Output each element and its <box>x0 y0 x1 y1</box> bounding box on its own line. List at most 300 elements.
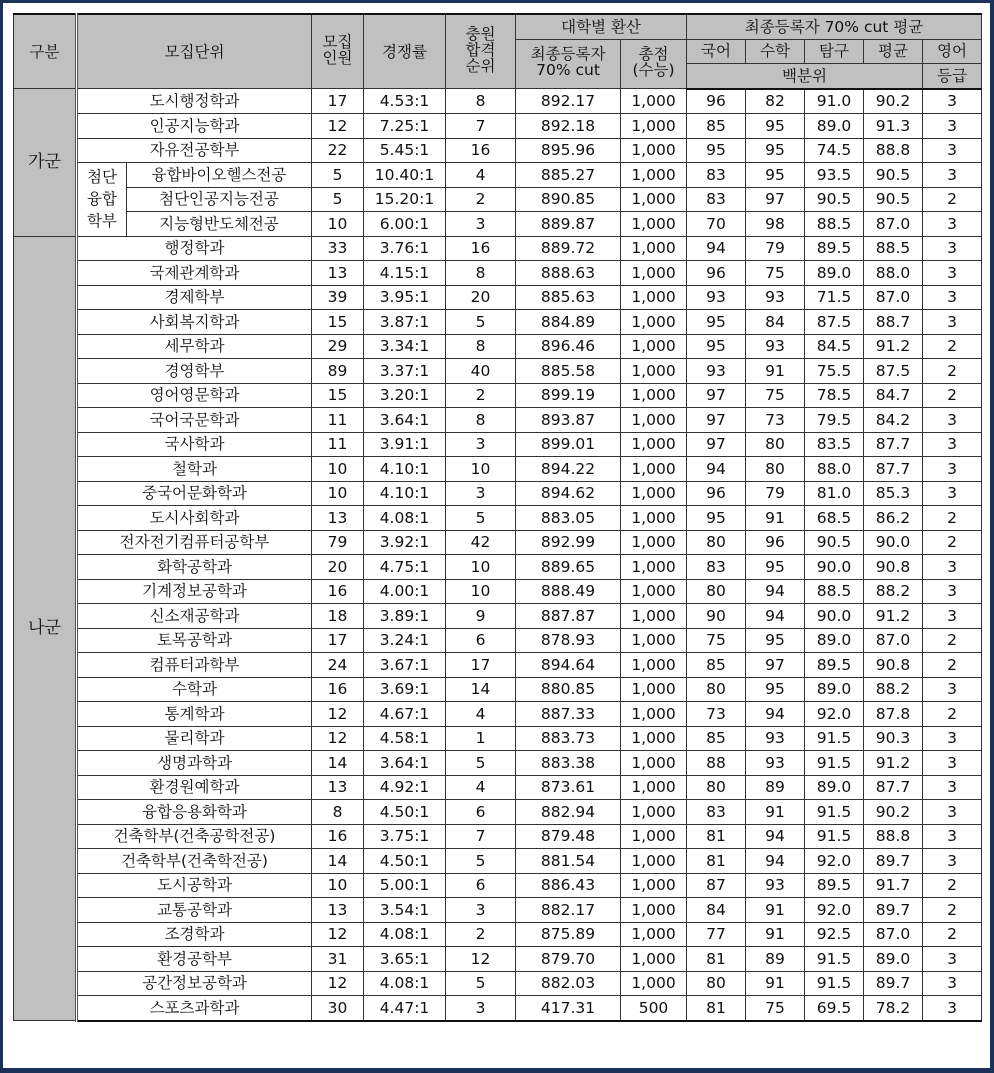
rank-cell: 8 <box>446 89 516 114</box>
average-cell: 91.7 <box>864 873 923 898</box>
inquiry-cell: 89.0 <box>805 261 864 286</box>
admission-results-table <box>13 13 982 1022</box>
unit-name-cell: 건축학부(건축학전공) <box>77 849 312 874</box>
rank-cell: 7 <box>446 824 516 849</box>
unit-name-cell: 환경공학부 <box>77 947 312 972</box>
math-cell: 95 <box>746 677 805 702</box>
unit-name-cell: 조경학과 <box>77 922 312 947</box>
math-cell: 94 <box>746 849 805 874</box>
korean-cell: 94 <box>687 236 746 261</box>
table-row <box>14 628 982 653</box>
korean-cell: 96 <box>687 89 746 114</box>
english-grade-cell: 3 <box>923 236 982 261</box>
english-grade-cell: 2 <box>923 873 982 898</box>
quota-cell: 13 <box>312 506 364 531</box>
table-row <box>14 971 982 996</box>
math-cell: 80 <box>746 432 805 457</box>
total-score-cell: 1,000 <box>621 383 687 408</box>
header-grade <box>923 64 982 89</box>
quota-cell: 5 <box>312 187 364 212</box>
korean-cell: 85 <box>687 653 746 678</box>
quota-cell: 29 <box>312 334 364 359</box>
korean-cell: 81 <box>687 996 746 1021</box>
header-math <box>746 39 805 64</box>
average-cell: 88.7 <box>864 310 923 335</box>
unit-name-cell: 중국어문화학과 <box>77 481 312 506</box>
table-row <box>14 506 982 531</box>
rank-cell: 5 <box>446 849 516 874</box>
average-cell: 87.0 <box>864 285 923 310</box>
korean-cell: 80 <box>687 775 746 800</box>
average-cell: 91.2 <box>864 334 923 359</box>
english-grade-cell: 2 <box>923 530 982 555</box>
quota-cell: 8 <box>312 800 364 825</box>
average-cell: 89.0 <box>864 947 923 972</box>
header-average <box>864 39 923 64</box>
table-row <box>14 947 982 972</box>
english-grade-cell: 3 <box>923 751 982 776</box>
unit-name-cell: 행정학과 <box>77 236 312 261</box>
header-inquiry <box>805 39 864 64</box>
header-competition <box>364 14 446 89</box>
table-row <box>14 530 982 555</box>
average-cell: 90.8 <box>864 555 923 580</box>
total-score-cell: 1,000 <box>621 236 687 261</box>
average-cell: 87.0 <box>864 922 923 947</box>
math-cell: 89 <box>746 947 805 972</box>
inquiry-cell: 92.0 <box>805 849 864 874</box>
competition-cell: 4.75:1 <box>364 555 446 580</box>
rank-cell: 10 <box>446 555 516 580</box>
rank-cell: 3 <box>446 898 516 923</box>
korean-cell: 80 <box>687 971 746 996</box>
competition-cell: 4.08:1 <box>364 971 446 996</box>
header-avg-group <box>687 14 982 39</box>
competition-cell: 15.20:1 <box>364 187 446 212</box>
unit-name-cell: 사회복지학과 <box>77 310 312 335</box>
competition-cell: 3.75:1 <box>364 824 446 849</box>
english-grade-cell: 3 <box>923 138 982 163</box>
inquiry-cell: 91.5 <box>805 824 864 849</box>
english-grade-cell: 3 <box>923 775 982 800</box>
header-univ-score-label: 대학별 환산 <box>561 17 641 36</box>
competition-cell: 4.08:1 <box>364 506 446 531</box>
quota-cell: 22 <box>312 138 364 163</box>
unit-name-cell: 공간정보공학과 <box>77 971 312 996</box>
cut70-cell: 892.99 <box>516 530 621 555</box>
total-score-cell: 1,000 <box>621 849 687 874</box>
competition-cell: 3.64:1 <box>364 408 446 433</box>
inquiry-cell: 89.0 <box>805 114 864 139</box>
korean-cell: 81 <box>687 824 746 849</box>
quota-cell: 12 <box>312 114 364 139</box>
header-unit <box>77 14 312 89</box>
average-cell: 89.7 <box>864 898 923 923</box>
competition-cell: 4.08:1 <box>364 922 446 947</box>
cut70-cell: 889.87 <box>516 212 621 237</box>
unit-name-cell: 수학과 <box>77 677 312 702</box>
total-score-cell: 1,000 <box>621 677 687 702</box>
inquiry-cell: 89.5 <box>805 873 864 898</box>
inquiry-cell: 79.5 <box>805 408 864 433</box>
competition-cell: 4.10:1 <box>364 481 446 506</box>
unit-name-cell: 국사학과 <box>77 432 312 457</box>
rank-cell: 3 <box>446 481 516 506</box>
english-grade-cell: 2 <box>923 628 982 653</box>
competition-cell: 4.58:1 <box>364 726 446 751</box>
korean-cell: 73 <box>687 702 746 727</box>
competition-cell: 4.92:1 <box>364 775 446 800</box>
math-cell: 95 <box>746 628 805 653</box>
korean-cell: 85 <box>687 726 746 751</box>
unit-name-cell: 건축학부(건축공학전공) <box>77 824 312 849</box>
cut70-cell: 887.33 <box>516 702 621 727</box>
unit-name-cell: 경제학부 <box>77 285 312 310</box>
total-score-cell: 1,000 <box>621 457 687 482</box>
competition-cell: 3.64:1 <box>364 751 446 776</box>
header-category <box>14 14 77 89</box>
english-grade-cell: 2 <box>923 383 982 408</box>
header-average-label: 평균 <box>878 42 908 61</box>
english-grade-cell: 3 <box>923 163 982 188</box>
math-cell: 75 <box>746 996 805 1021</box>
header-korean-label: 국어 <box>701 42 731 61</box>
total-score-cell: 1,000 <box>621 922 687 947</box>
table-row <box>14 996 982 1021</box>
rank-cell: 5 <box>446 971 516 996</box>
cut70-cell: 894.64 <box>516 653 621 678</box>
math-cell: 93 <box>746 285 805 310</box>
competition-cell: 3.65:1 <box>364 947 446 972</box>
header-avg-group-label: 최종등록자 70% cut 평균 <box>744 17 924 36</box>
english-grade-cell: 2 <box>923 702 982 727</box>
table-row <box>14 726 982 751</box>
total-score-cell: 1,000 <box>621 579 687 604</box>
rank-cell: 40 <box>446 359 516 384</box>
korean-cell: 96 <box>687 481 746 506</box>
quota-cell: 12 <box>312 726 364 751</box>
korean-cell: 70 <box>687 212 746 237</box>
korean-cell: 88 <box>687 751 746 776</box>
unit-name-cell: 지능형반도체전공 <box>127 212 312 237</box>
table-row <box>14 653 982 678</box>
inquiry-cell: 90.5 <box>805 530 864 555</box>
total-score-cell: 1,000 <box>621 285 687 310</box>
unit-name-cell: 융합바이오헬스전공 <box>127 163 312 188</box>
cut70-cell: 894.22 <box>516 457 621 482</box>
english-grade-cell: 2 <box>923 187 982 212</box>
quota-cell: 12 <box>312 971 364 996</box>
table-row <box>14 310 982 335</box>
table-row <box>14 432 982 457</box>
header-total-line1: 총점 <box>638 45 669 64</box>
inquiry-cell: 88.5 <box>805 579 864 604</box>
table-row <box>14 334 982 359</box>
rank-cell: 4 <box>446 702 516 727</box>
math-cell: 93 <box>746 751 805 776</box>
rank-cell: 3 <box>446 996 516 1021</box>
competition-cell: 3.87:1 <box>364 310 446 335</box>
competition-cell: 3.92:1 <box>364 530 446 555</box>
competition-cell: 4.00:1 <box>364 579 446 604</box>
unit-name-cell: 세무학과 <box>77 334 312 359</box>
cut70-cell: 883.73 <box>516 726 621 751</box>
inquiry-cell: 92.0 <box>805 702 864 727</box>
korean-cell: 95 <box>687 334 746 359</box>
competition-cell: 3.95:1 <box>364 285 446 310</box>
english-grade-cell: 3 <box>923 285 982 310</box>
rank-cell: 14 <box>446 677 516 702</box>
total-score-cell: 1,000 <box>621 726 687 751</box>
average-cell: 88.2 <box>864 677 923 702</box>
total-score-cell: 1,000 <box>621 408 687 433</box>
math-cell: 95 <box>746 114 805 139</box>
math-cell: 93 <box>746 726 805 751</box>
quota-cell: 33 <box>312 236 364 261</box>
average-cell: 87.5 <box>864 359 923 384</box>
quota-cell: 12 <box>312 702 364 727</box>
table-row <box>14 824 982 849</box>
korean-cell: 80 <box>687 530 746 555</box>
quota-cell: 16 <box>312 579 364 604</box>
english-grade-cell: 3 <box>923 996 982 1021</box>
competition-cell: 4.15:1 <box>364 261 446 286</box>
subgroup-label-line: 학부 <box>87 212 117 231</box>
math-cell: 89 <box>746 775 805 800</box>
header-inquiry-label: 탐구 <box>819 42 849 61</box>
inquiry-cell: 89.0 <box>805 775 864 800</box>
competition-cell: 5.45:1 <box>364 138 446 163</box>
total-score-cell: 1,000 <box>621 138 687 163</box>
total-score-cell: 1,000 <box>621 653 687 678</box>
header-english-label: 영어 <box>937 42 967 61</box>
inquiry-cell: 91.0 <box>805 89 864 114</box>
inquiry-cell: 68.5 <box>805 506 864 531</box>
table-row <box>14 677 982 702</box>
header-category-label: 구분 <box>29 42 60 61</box>
total-score-cell: 1,000 <box>621 114 687 139</box>
header-korean <box>687 39 746 64</box>
table-row <box>14 898 982 923</box>
rank-cell: 5 <box>446 751 516 776</box>
rank-cell: 16 <box>446 236 516 261</box>
total-score-cell: 1,000 <box>621 604 687 629</box>
math-cell: 79 <box>746 236 805 261</box>
rank-cell: 6 <box>446 628 516 653</box>
competition-cell: 6.00:1 <box>364 212 446 237</box>
competition-cell: 4.50:1 <box>364 800 446 825</box>
korean-cell: 80 <box>687 579 746 604</box>
unit-name-cell: 환경원예학과 <box>77 775 312 800</box>
total-score-cell: 1,000 <box>621 163 687 188</box>
korean-cell: 93 <box>687 285 746 310</box>
cut70-cell: 893.87 <box>516 408 621 433</box>
unit-name-cell: 철학과 <box>77 457 312 482</box>
table-row <box>14 873 982 898</box>
quota-cell: 17 <box>312 628 364 653</box>
unit-name-cell: 도시사회학과 <box>77 506 312 531</box>
quota-cell: 16 <box>312 824 364 849</box>
rank-cell: 7 <box>446 114 516 139</box>
cut70-cell: 894.62 <box>516 481 621 506</box>
inquiry-cell: 83.5 <box>805 432 864 457</box>
average-cell: 87.8 <box>864 702 923 727</box>
math-cell: 95 <box>746 555 805 580</box>
competition-cell: 3.91:1 <box>364 432 446 457</box>
unit-name-cell: 물리학과 <box>77 726 312 751</box>
cut70-cell: 895.96 <box>516 138 621 163</box>
math-cell: 94 <box>746 824 805 849</box>
math-cell: 93 <box>746 334 805 359</box>
english-grade-cell: 2 <box>923 653 982 678</box>
total-score-cell: 1,000 <box>621 506 687 531</box>
competition-cell: 4.10:1 <box>364 457 446 482</box>
unit-name-cell: 경영학부 <box>77 359 312 384</box>
table-row <box>14 702 982 727</box>
cut70-cell: 885.27 <box>516 163 621 188</box>
korean-cell: 97 <box>687 432 746 457</box>
cut70-cell: 889.72 <box>516 236 621 261</box>
quota-cell: 31 <box>312 947 364 972</box>
rank-cell: 6 <box>446 873 516 898</box>
table-row <box>14 359 982 384</box>
total-score-cell: 1,000 <box>621 775 687 800</box>
cut70-cell: 882.03 <box>516 971 621 996</box>
average-cell: 90.2 <box>864 800 923 825</box>
cut70-cell: 889.65 <box>516 555 621 580</box>
competition-cell: 3.54:1 <box>364 898 446 923</box>
total-score-cell: 1,000 <box>621 481 687 506</box>
quota-cell: 15 <box>312 383 364 408</box>
cut70-cell: 881.54 <box>516 849 621 874</box>
unit-name-cell: 도시행정학과 <box>77 89 312 114</box>
header-quota-line1: 모집 <box>322 33 353 51</box>
rank-cell: 20 <box>446 285 516 310</box>
quota-cell: 30 <box>312 996 364 1021</box>
cut70-cell: 899.19 <box>516 383 621 408</box>
cut70-cell: 417.31 <box>516 996 621 1021</box>
rank-cell: 10 <box>446 457 516 482</box>
average-cell: 88.8 <box>864 138 923 163</box>
table-row <box>14 555 982 580</box>
cut70-cell: 879.70 <box>516 947 621 972</box>
korean-cell: 95 <box>687 138 746 163</box>
header-english <box>923 39 982 64</box>
unit-name-cell: 국제관계학과 <box>77 261 312 286</box>
rank-cell: 4 <box>446 775 516 800</box>
korean-cell: 80 <box>687 677 746 702</box>
table-row <box>14 138 982 163</box>
table-row <box>14 285 982 310</box>
total-score-cell: 1,000 <box>621 212 687 237</box>
table-row <box>14 383 982 408</box>
korean-cell: 95 <box>687 506 746 531</box>
english-grade-cell: 3 <box>923 432 982 457</box>
rank-cell: 3 <box>446 432 516 457</box>
competition-cell: 3.24:1 <box>364 628 446 653</box>
rank-cell: 3 <box>446 212 516 237</box>
header-quota-line2: 인원 <box>322 49 353 67</box>
table-row <box>14 751 982 776</box>
english-grade-cell: 3 <box>923 481 982 506</box>
unit-name-cell: 전자전기컴퓨터공학부 <box>77 530 312 555</box>
english-grade-cell: 3 <box>923 604 982 629</box>
average-cell: 85.3 <box>864 481 923 506</box>
cut70-cell: 888.63 <box>516 261 621 286</box>
math-cell: 75 <box>746 261 805 286</box>
total-score-cell: 1,000 <box>621 702 687 727</box>
unit-name-cell: 통계학과 <box>77 702 312 727</box>
inquiry-cell: 90.0 <box>805 604 864 629</box>
inquiry-cell: 84.5 <box>805 334 864 359</box>
average-cell: 90.8 <box>864 653 923 678</box>
korean-cell: 97 <box>687 383 746 408</box>
rank-cell: 17 <box>446 653 516 678</box>
document-page <box>3 3 990 1068</box>
header-rank-line2: 합격 <box>465 41 496 59</box>
table-header <box>14 14 982 89</box>
inquiry-cell: 78.5 <box>805 383 864 408</box>
inquiry-cell: 81.0 <box>805 481 864 506</box>
quota-cell: 89 <box>312 359 364 384</box>
table-row <box>14 187 982 212</box>
average-cell: 90.3 <box>864 726 923 751</box>
unit-name-cell: 융합응용화학과 <box>77 800 312 825</box>
inquiry-cell: 90.5 <box>805 187 864 212</box>
rank-cell: 2 <box>446 383 516 408</box>
average-cell: 89.7 <box>864 971 923 996</box>
rank-cell: 12 <box>446 947 516 972</box>
quota-cell: 10 <box>312 873 364 898</box>
competition-cell: 3.89:1 <box>364 604 446 629</box>
average-cell: 90.5 <box>864 187 923 212</box>
average-cell: 90.5 <box>864 163 923 188</box>
cut70-cell: 875.89 <box>516 922 621 947</box>
math-cell: 94 <box>746 604 805 629</box>
english-grade-cell: 3 <box>923 310 982 335</box>
average-cell: 88.0 <box>864 261 923 286</box>
math-cell: 82 <box>746 89 805 114</box>
inquiry-cell: 89.0 <box>805 628 864 653</box>
header-total-line2: (수능) <box>632 61 675 80</box>
cut70-cell: 896.46 <box>516 334 621 359</box>
total-score-cell: 1,000 <box>621 800 687 825</box>
rank-cell: 9 <box>446 604 516 629</box>
quota-cell: 10 <box>312 481 364 506</box>
total-score-cell: 1,000 <box>621 432 687 457</box>
inquiry-cell: 91.5 <box>805 800 864 825</box>
table-row <box>14 579 982 604</box>
english-grade-cell: 3 <box>923 677 982 702</box>
korean-cell: 77 <box>687 922 746 947</box>
table-row <box>14 261 982 286</box>
total-score-cell: 1,000 <box>621 873 687 898</box>
total-score-cell: 1,000 <box>621 187 687 212</box>
unit-name-cell: 컴퓨터과학부 <box>77 653 312 678</box>
inquiry-cell: 88.5 <box>805 212 864 237</box>
quota-cell: 13 <box>312 261 364 286</box>
average-cell: 90.2 <box>864 89 923 114</box>
english-grade-cell: 2 <box>923 334 982 359</box>
total-score-cell: 1,000 <box>621 334 687 359</box>
table-row <box>14 481 982 506</box>
quota-cell: 11 <box>312 432 364 457</box>
competition-cell: 3.34:1 <box>364 334 446 359</box>
unit-name-cell: 화학공학과 <box>77 555 312 580</box>
header-quota <box>312 14 364 89</box>
category-cell-ga: 가군 <box>14 89 77 237</box>
header-cut70 <box>516 39 621 89</box>
